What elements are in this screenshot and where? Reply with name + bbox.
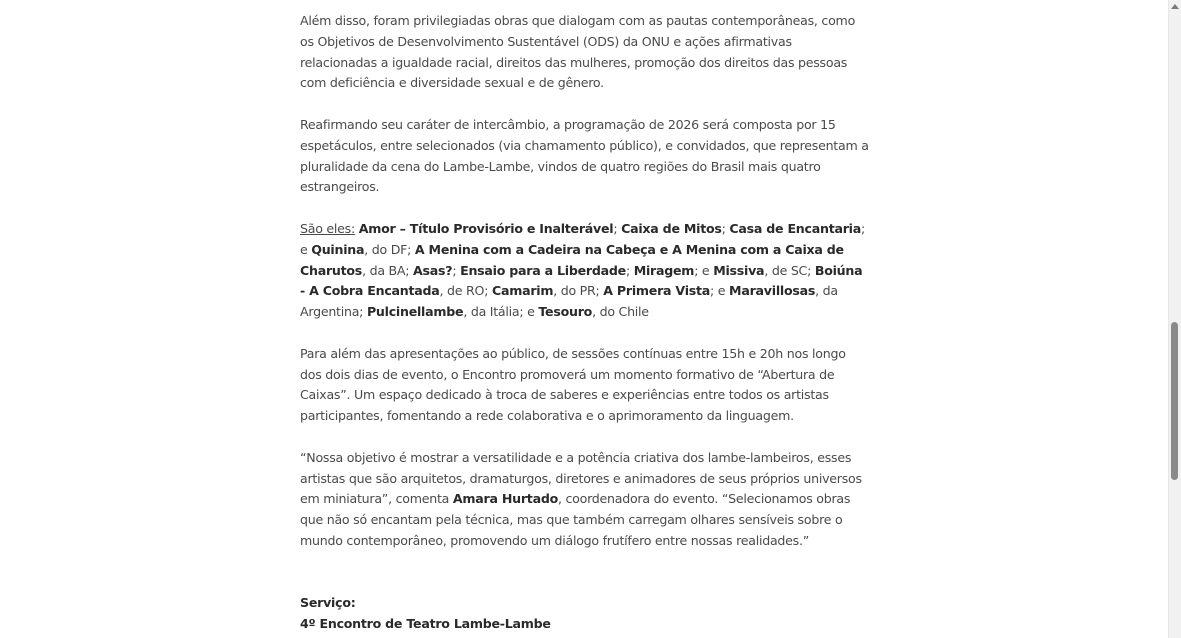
show-title: Quinina xyxy=(311,241,365,257)
coordinator-name: Amara Hurtado xyxy=(452,491,558,507)
service-label: Serviço: xyxy=(300,594,356,610)
show-title: Missiva xyxy=(713,262,765,278)
show-title: Asas? xyxy=(413,262,453,278)
show-title: Amor – Título Provisório e Inalterável xyxy=(358,220,614,236)
paragraph-espetaculos: São eles: Amor – Título Provisório e Inalterável; Caixa de Mitos; Casa de Encantaria; e Quinina, do DF; A Menina com a Cadeira na Cabeça e A Menina com a Caixa de Charutos, da BA; Asas?; Ensaio para a Liberdade; Miragem; e Missiva, de SC; Boiúna - A Cobra Encantada, de RO; Camarim, do PR; A Primera Vista; e Maravillosas, da Argentina; Pulcinellambe, da Itália; e Tesouro, do Chile xyxy=(300,220,865,320)
show-title: Tesouro xyxy=(538,304,593,320)
show-title: Caixa de Mitos xyxy=(621,220,722,236)
service-event-name: 4º Encontro de Teatro Lambe-Lambe xyxy=(300,615,551,631)
service-section xyxy=(300,593,870,635)
show-title: Pulcinellambe xyxy=(366,304,464,320)
show-title: Maravillosas xyxy=(729,283,816,299)
show-title: Boiúna - A Cobra Encantada xyxy=(300,262,863,299)
show-title: A Primera Vista xyxy=(603,283,711,299)
article-body xyxy=(300,11,870,634)
scroll-up-arrow-icon[interactable] xyxy=(1171,4,1179,9)
show-title: Miragem xyxy=(633,262,695,278)
show-title: A Menina com a Cadeira na Cabeça e A Menina com a Caixa de Charutos xyxy=(300,241,844,278)
show-title: Casa de Encantaria xyxy=(729,220,861,236)
page-scrollbar[interactable] xyxy=(1168,0,1181,638)
show-title: Ensaio para a Liberdade xyxy=(460,262,626,278)
sao-eles-label: São eles: xyxy=(300,220,355,236)
scrollbar-thumb[interactable] xyxy=(1171,322,1178,480)
paragraph-abertura-caixas: Para além das apresentações ao público, de sessões contínuas entre 15h e 20h nos longo dos dois dias de evento, o Encontro promoverá um momento formativo de “Abertura de Caixas”. Um espaço dedicado à troca de saberes e experiências entre todos os artistas participantes, fomentando a rede colaborativa e o aprimoramento da linguagem. xyxy=(300,345,846,424)
paragraph-ods: Além disso, foram privilegiadas obras que dialogam com as pautas contemporâneas, como os Objetivos de Desenvolvimento Sustentável (ODS) da ONU e ações afirmativas relacionadas a igualdade racial, direitos das mulheres, promoção dos direitos das pessoas com deficiência e diversidade sexual e de gênero. xyxy=(300,13,856,91)
show-title: Camarim xyxy=(491,283,554,299)
paragraph-programacao: Reafirmando seu caráter de intercâmbio, a programação de 2026 será composta por 15 espetáculos, entre selecionados (via chamamento público), e convidados, que representam a pluralidade da cena do Lambe-Lambe, vindos de quatro regiões do Brasil mais quatro estrangeiros. xyxy=(300,116,869,195)
paragraph-quote: “Nossa objetivo é mostrar a versatilidade e a potência criativa dos lambe-lambeiros, esses artistas que são arquitetos, dramaturgos, diretores e animadores de seus próprios universos em miniatura”, comenta Amara Hurtado, coordenadora do evento. “Selecionamos obras que não só encantam pela técnica, mas que também carregam olhares sensíveis sobre o mundo contemporâneo, promovendo um diálogo frutífero entre nossas realidades.” xyxy=(300,449,862,548)
